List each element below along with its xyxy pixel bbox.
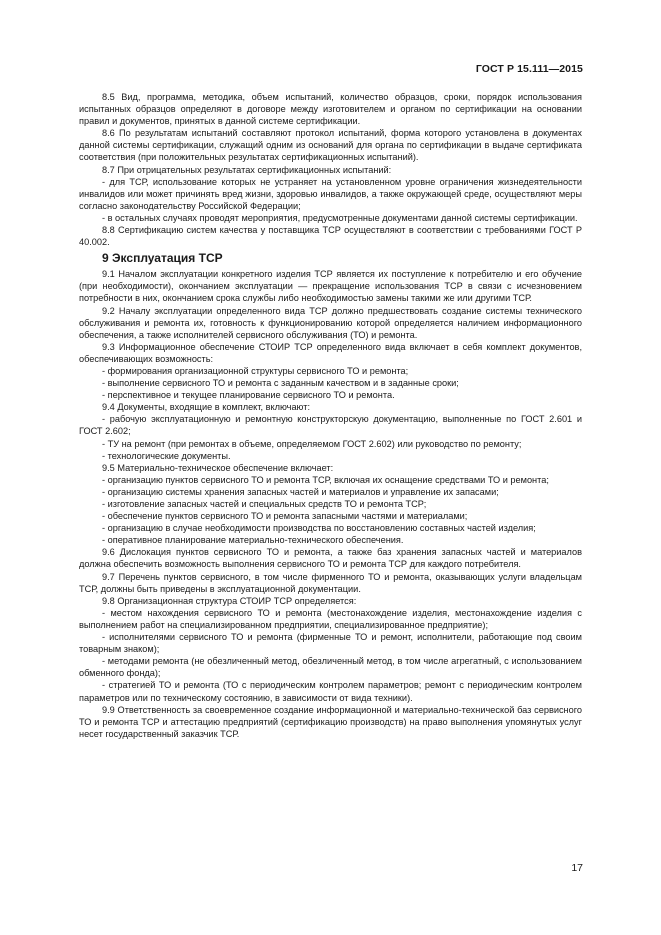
paragraph-9-7: 9.7 Перечень пунктов сервисного, в том числе фирменного ТО и ремонта, оказывающих услуги владельцам ТСР, должны быть приведены в эксплуатационной документации.: [79, 571, 582, 594]
paragraph-9-2: 9.2 Началу эксплуатации определенного вида ТСР должно предшествовать создание системы технического обслуживания и ремонта их, готовность к функционированию которой определяется наличием информационного обеспечения, а также исполнителей сервисного обслуживания (ТО) и ремонта.: [79, 305, 582, 340]
list-item: - технологические документы.: [102, 450, 231, 461]
paragraph-9-9: 9.9 Ответственность за своевременное создание информационной и материально-технической баз сервисного ТО и ремонта ТСР и аттестацию предприятий (сертификацию производств) на право выполнения упомянутых услуг несет государственный заказчик ТСР.: [79, 704, 582, 739]
list-item: - оперативное планирование материально-технического обеспечения.: [102, 535, 404, 546]
list-item: - для ТСР, использование которых не устраняет на установленном уровне ограничения жизнедеятельности инвалидов или может причинять вред жизни, здоровью инвалидов, а также окружающей среде, осуществляют меры согласно законодательству Российской Федерации;: [79, 176, 582, 211]
list-item: - изготовление запасных частей и специальных средств ТО и ремонта ТСР;: [102, 499, 427, 509]
paragraph-9-6: 9.6 Дислокация пунктов сервисного ТО и ремонта, а также баз хранения запасных частей и материалов должна обеспечить возможность выполнения сервисного ТО и ремонта ТСР для каждого потребителя.: [79, 547, 582, 570]
list-item: - обеспечение пунктов сервисного ТО и ремонта запасными частями и материалами;: [102, 511, 468, 522]
paragraph-8-5: 8.5 Вид, программа, методика, объем испытаний, количество образцов, сроки, порядок использования испытанных образцов определяют в договоре между изготовителем и органом по сертификации на основании правил и документов, принятых в данной системе сертификации.: [79, 92, 582, 127]
paragraph-8-8: 8.8 Сертификацию систем качества у поставщика ТСР осуществляют в соответствии с требованиями ГОСТ Р 40.002.: [79, 225, 582, 248]
paragraph-9-5: 9.5 Материально-техническое обеспечение включает:: [102, 462, 334, 473]
list-item: - методами ремонта (не обезличенный метод, обезличенный метод, в том числе агрегатный, с использованием обменного фонда);: [79, 656, 582, 679]
paragraph-9-3: 9.3 Информационное обеспечение СТОИР ТСР определенного вида включает в себя комплект документов, обеспечивающих возможность:: [79, 341, 582, 364]
list-item: - организацию в случае необходимости производства по восстановлению составных частей изделия;: [102, 523, 536, 534]
document-id: ГОСТ Р 15.111—2015: [475, 63, 583, 75]
list-item: - стратегией ТО и ремонта (ТО с периодическим контролем параметров; ремонт с периодическим контролем параметров или по техническому состоянию, в зависимости от вида техники).: [79, 680, 582, 703]
list-item: - организацию пунктов сервисного ТО и ремонта ТСР, включая их оснащение средствами ТО и ремонта;: [102, 474, 549, 485]
paragraph-9-1: 9.1 Началом эксплуатации конкретного изделия ТСР является их поступление к потребителю и его обучение (при необходимости), окончанием эксплуатации — прекращение использования ТСР в связи с исчезновением потребности в них, окончанием срока службы либо необходимостью замены такими же или другими ТСР.: [79, 269, 582, 304]
list-item: - перспективное и текущее планирование сервисного ТО и ремонта.: [102, 390, 395, 401]
document-body: [79, 91, 582, 740]
list-item: - в остальных случаях проводят мероприятия, предусмотренные документами данной системы сертификации.: [102, 212, 578, 223]
section-heading: 9 Эксплуатация ТСР: [102, 251, 223, 266]
list-item: - формирования организационной структуры сервисного ТО и ремонта;: [102, 365, 409, 376]
list-item: - местом нахождения сервисного ТО и ремонта (местонахождение изделия, местонахождение изделия с выполнением работ на специализированном предприятии, специализированное предприятие);: [79, 607, 582, 630]
paragraph-9-4: 9.4 Документы, входящие в комплект, включают:: [102, 402, 310, 413]
list-item: - ТУ на ремонт (при ремонтах в объеме, определяемом ГОСТ 2.602) или руководство по ремонту;: [102, 438, 522, 449]
list-item: - выполнение сервисного ТО и ремонта с заданным качеством и в заданные сроки;: [102, 378, 459, 389]
list-item: - рабочую эксплуатационную и ремонтную конструкторскую документацию, выполненные по ГОСТ 2.601 и ГОСТ 2.602;: [79, 414, 582, 437]
paragraph-8-7: 8.7 При отрицательных результатах сертификационных испытаний:: [102, 164, 392, 175]
paragraph-8-6: 8.6 По результатам испытаний составляют протокол испытаний, форма которого установлена в документах данной системы сертификации, служащий одним из оснований для органа по сертификации в выдаче сертификата соответствия (при положительных результатах сертификационных испытаний).: [79, 128, 582, 163]
list-item: - организацию системы хранения запасных частей и материалов и управление их запасами;: [102, 486, 499, 497]
page-number: 17: [571, 862, 583, 874]
list-item: - исполнителями сервисного ТО и ремонта (фирменные ТО и ремонт, исполнители, работающие под своим товарным знаком);: [79, 632, 582, 655]
paragraph-9-8: 9.8 Организационная структура СТОИР ТСР определяется:: [102, 595, 357, 606]
